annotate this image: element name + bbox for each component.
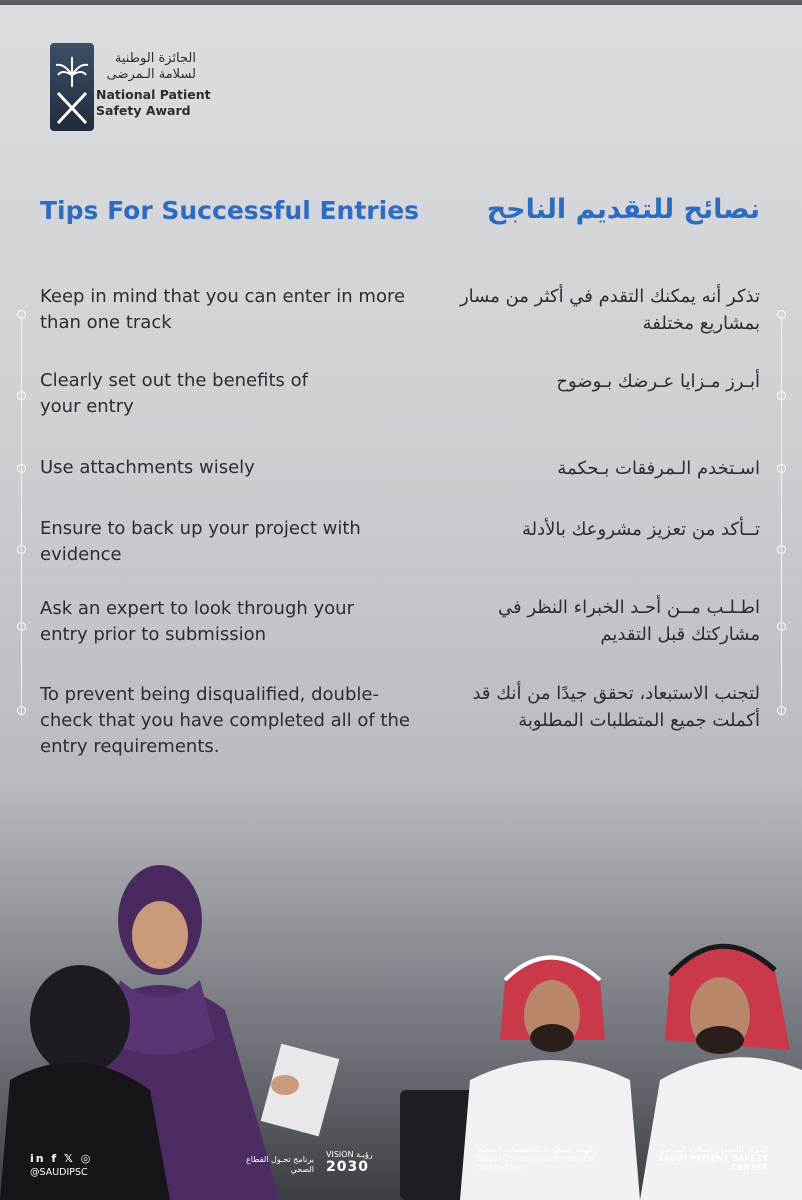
tip-bullet-left bbox=[17, 622, 26, 631]
tip-en-4: Ensure to back up your project with evidence bbox=[40, 518, 361, 565]
tip-en-2: Clearly set out the benefits of your entry bbox=[40, 370, 308, 417]
scfhs-ar: الهيئة السعودية للتخصصات الصحية bbox=[478, 1145, 593, 1154]
tip-bullet-right bbox=[777, 391, 786, 400]
logo-ar-line2: لسلامة الـمرضى bbox=[106, 67, 196, 82]
vision-2030-logo bbox=[326, 1150, 373, 1175]
logo-english-text bbox=[96, 87, 256, 119]
health-transformation-logo: برنامج تحـول القطاع الصحي bbox=[246, 1155, 314, 1174]
spsc-logo bbox=[648, 1145, 768, 1172]
scfhs-en: Saudi Commission for Health Specialties bbox=[478, 1154, 595, 1172]
tip-en-1: Keep in mind that you can enter in more than one track bbox=[40, 286, 406, 333]
tip-bullet-right bbox=[777, 464, 786, 473]
heading-arabic: نصائح للتقديم الناجح bbox=[486, 194, 760, 225]
tip-ar-1: تذكر أنه يمكنك التقدم في أكثر من مسار بمشاريع مختلفة bbox=[459, 286, 760, 334]
tip-bullet-right bbox=[777, 310, 786, 319]
logo-en-line1: National Patient bbox=[96, 87, 211, 102]
social-icons[interactable]: in f 𝕏 ◎ bbox=[30, 1152, 93, 1165]
vision-year: 2030 bbox=[326, 1159, 369, 1175]
heading-english: Tips For Successful Entries bbox=[40, 196, 420, 225]
tip-bullet-left bbox=[17, 464, 26, 473]
tip-en-3: Use attachments wisely bbox=[40, 457, 255, 478]
palm-emblem-icon bbox=[50, 43, 94, 131]
left-timeline-line bbox=[21, 315, 22, 715]
tip-bullet-right bbox=[777, 706, 786, 715]
social-handle: @SAUDIPSC bbox=[30, 1167, 88, 1178]
tip-ar-2: أبـرز مـزايا عـرضك بـوضوح bbox=[556, 371, 760, 392]
tip-bullet-left bbox=[17, 545, 26, 554]
logo-en-line2: Safety Award bbox=[96, 103, 191, 118]
spsc-ar: المركز السعودي لسلامة المرضى bbox=[658, 1145, 768, 1154]
right-timeline-line bbox=[781, 315, 782, 715]
tip-bullet-right bbox=[777, 622, 786, 631]
tip-ar-3: اسـتخدم الـمرفقات بـحكمة bbox=[557, 458, 760, 479]
tip-bullet-left bbox=[17, 706, 26, 715]
tip-ar-6: لتجنب الاستبعاد، تحقق جيدًا من أنك قد أكملت جميع المتطلبات المطلوبة bbox=[472, 683, 760, 731]
vision-label: VISION رؤيـة bbox=[326, 1150, 373, 1159]
tip-en-6: To prevent being disqualified, double-check that you have completed all of the entry requirements. bbox=[40, 684, 410, 757]
spsc-en: SAUDI PATIENT SAFETY CENTER bbox=[657, 1154, 768, 1172]
tip-ar-4: تــأكد من تعزيز مشروعك بالأدلة bbox=[522, 519, 760, 540]
tip-bullet-right bbox=[777, 545, 786, 554]
logo-ar-line1: الجائزة الوطنية bbox=[114, 51, 196, 66]
tip-bullet-left bbox=[17, 391, 26, 400]
tip-ar-5: اطـلـب مــن أحـد الخبراء النظر في مشاركتك قبل التقديم bbox=[497, 597, 760, 645]
scfhs-logo bbox=[478, 1145, 638, 1172]
social-links bbox=[30, 1152, 92, 1178]
logo-arabic-text bbox=[96, 51, 196, 83]
tip-en-5: Ask an expert to look through your entry prior to submission bbox=[40, 598, 354, 645]
top-bar bbox=[0, 0, 802, 5]
tip-bullet-left bbox=[17, 310, 26, 319]
award-logo bbox=[50, 43, 211, 133]
